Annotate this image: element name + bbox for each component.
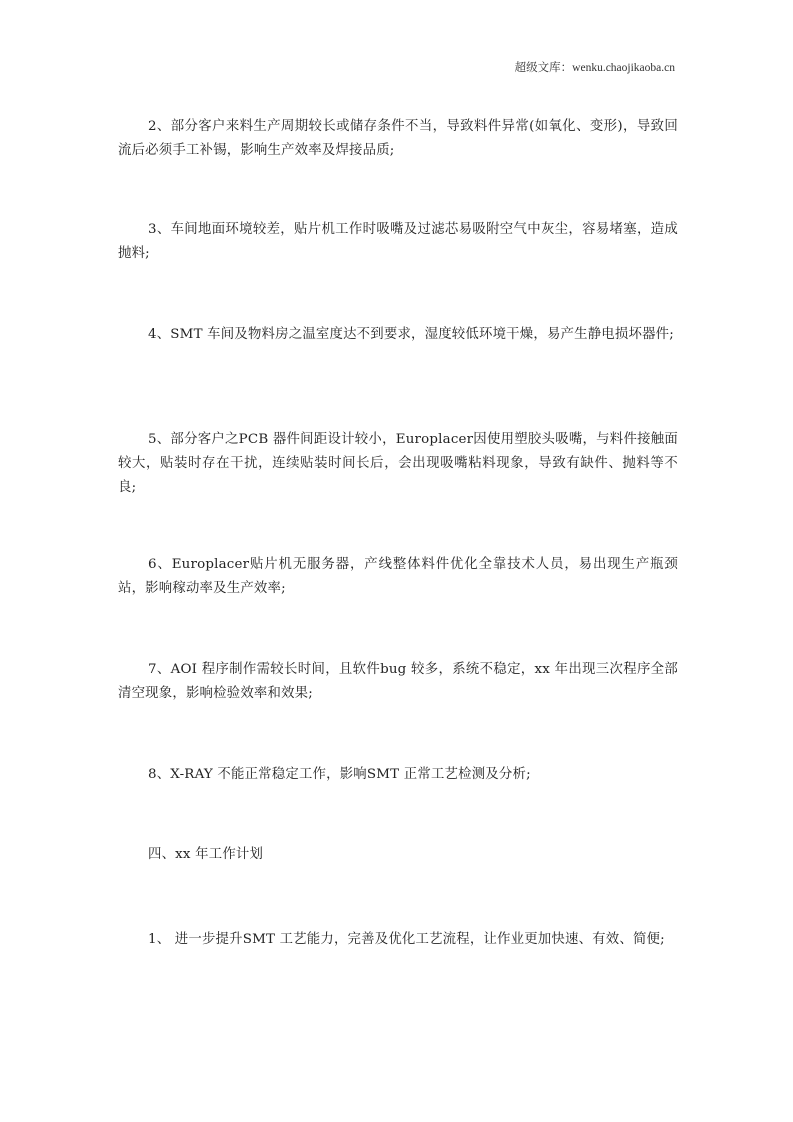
section-heading-work-plan: 四、xx 年工作计划 <box>148 847 264 862</box>
paragraph-item-3: 3、车间地面环境较差，贴片机工作时吸嘴及过滤芯易吸附空气中灰尘，容易堵塞，造成抛料; <box>118 222 678 261</box>
paragraph-item-7: 7、AOI 程序制作需较长时间，且软件bug 较多，系统不稳定，xx 年出现三次程序全部清空现象，影响检验效率和效果; <box>118 662 678 701</box>
paragraph-item-5: 5、部分客户之PCB 器件间距设计较小，Europlacer因使用塑胶头吸嘴，与料件接触面较大，贴装时存在干扰，连续贴装时间长后，会出现吸嘴粘料现象，导致有缺件、抛料等不良; <box>118 432 678 495</box>
paragraph-item-8: 8、X-RAY 不能正常稳定工作，影响SMT 正常工艺检测及分析; <box>148 767 531 782</box>
paragraph-item-4: 4、SMT 车间及物料房之温室度达不到要求，湿度较低环境干燥，易产生静电损坏器件; <box>148 327 674 342</box>
page-header-site-label: 超级文库：wenku.chaojikaoba.cn <box>514 62 675 74</box>
paragraph-item-6: 6、Europlacer贴片机无服务器，产线整体料件优化全靠技术人员，易出现生产瓶颈站，影响稼动率及生产效率; <box>118 557 678 596</box>
plan-item-1: 1、 进一步提升SMT 工艺能力，完善及优化工艺流程，让作业更加快速、有效、简便; <box>148 932 665 947</box>
paragraph-item-2: 2、部分客户来料生产周期较长或储存条件不当，导致料件异常(如氧化、变形)，导致回流后必须手工补锡，影响生产效率及焊接品质; <box>118 119 678 158</box>
